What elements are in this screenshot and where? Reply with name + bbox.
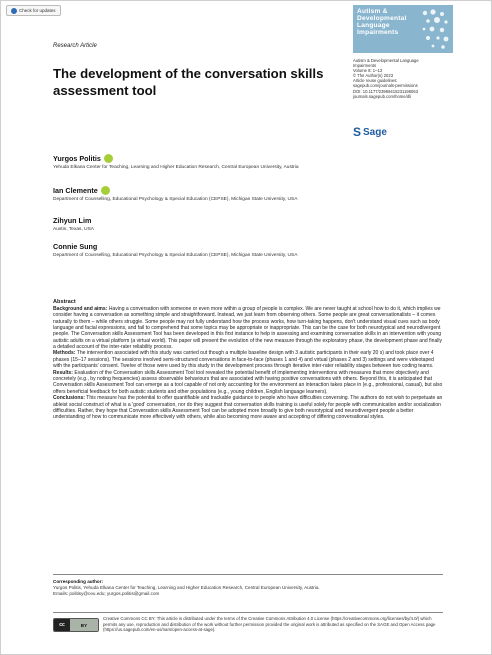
abstract-heading: Abstract: [53, 299, 76, 305]
publisher-logo: [353, 125, 387, 139]
author-name-text: Yurgos Politis: [53, 154, 101, 163]
check-for-updates-label: Check for updates: [19, 7, 56, 13]
author-name: [53, 242, 97, 251]
corresponding-author: [53, 579, 443, 596]
abstract-section: [53, 395, 443, 420]
author-affiliation: Department of Counselling, Educational Psychology & Special Education (CEPSE), Michigan State University, USA: [53, 197, 298, 202]
meta-line: Impairments: [353, 63, 377, 69]
orcid-icon[interactable]: [104, 154, 113, 163]
cc-icon: cc: [54, 619, 70, 631]
page-title: The development of the conversation skills assessment tool: [53, 66, 324, 98]
article-meta: [353, 58, 463, 99]
abstract-section-label: Results:: [53, 369, 73, 376]
abstract-section-text: This measure has the potential to offer quantifiable and trackable guidance to people who have difficulties conversing. The authors do not wish to perpetuate an ableist social construct of what is a 'good' conversation, nor do they suggest that conversation skills training is useful solely for people with communication and/or socialization difficulties. Rather, they hope that Conversation skills Assessment Tool can be adopted more broadly to give both neurotypical and neurodivergent people a better understanding of how to communicate more effectively with others, while also becoming more aware and accepting of differing conversational styles.: [53, 395, 443, 421]
abstract-section-label: Conclusions:: [53, 395, 85, 402]
orcid-icon[interactable]: [101, 186, 110, 195]
author-name: [53, 186, 110, 195]
journal-logo-line: Language: [357, 22, 390, 29]
meta-line: Autism & Developmental Language: [353, 58, 419, 63]
dots-pattern-icon: [419, 7, 451, 51]
journal-logo-line: Autism &: [357, 8, 388, 15]
abstract-section: [53, 350, 443, 369]
author-affiliation: Yehuda Elkana Center for Teaching, Learning and Higher Education Research, Central European University, Austria: [53, 165, 299, 170]
author-name-text: Connie Sung: [53, 242, 98, 251]
abstract-section-text: The intervention associated with this study was carried out though a multiple baseline design with 3 autistic participants in their early 20 s) and took place over 4 phases (15–17 sessions). The sessions involved semi-structured conversations in face-to-face (phases 1 and 4) and virtual (phases 2 and 3) settings and were videotaped with the participants' consent. Twelve of those were used by this study in the development process through iterative inter-rater reliability stages between two coding teams.: [53, 350, 434, 370]
author-affiliation: Department of Counselling, Educational Psychology & Special Education (CEPSE), Michigan State University, USA: [53, 253, 298, 258]
journal-logo-line: Impairments: [357, 29, 399, 36]
corresponding-heading: Corresponding author:: [53, 579, 104, 584]
author-name-text: Ian Clemente: [53, 186, 98, 195]
abstract: [53, 299, 443, 421]
meta-link[interactable]: Article reuse guidelines:: [353, 78, 398, 84]
author-affiliation: Austin, Texas, USA: [53, 227, 94, 232]
update-icon: [11, 8, 17, 14]
by-icon: BY: [70, 619, 98, 631]
author-name-text: Zihyun Lim: [53, 216, 92, 225]
corresponding-email[interactable]: Emails: politisy@ceu.edu; yurgos.politis@gmail.com: [53, 590, 160, 596]
meta-link[interactable]: sagepub.com/journals-permissions: [353, 83, 418, 89]
abstract-section-text: Evaluation of the Conversation skills Assessment Tool tool revealed the potential benefit of implementing interventions with measures that more objectively and concretely (e.g., by noting frequencies) assess observable behaviours that are associated with having positive conversations with others. Beyond this, it is anticipated that Conversation skills Assessment Tool can emerge as a tool capable of not only accounting for the environment an interaction takes place in (e.g., professional, casual), but also offers beneficial feedback for both autistic students and other populations (e.g., young children, English language learners).: [53, 369, 443, 395]
meta-line: © The Author(s) 2023: [353, 73, 394, 79]
abstract-section-label: Background and aims:: [53, 305, 108, 312]
abstract-section-label: Methods:: [53, 350, 76, 357]
journal-home-link[interactable]: journals.sagepub.com/home/dli: [353, 93, 411, 99]
journal-logo: [353, 5, 453, 53]
article-type: Research Article: [53, 43, 97, 49]
abstract-section: [53, 306, 443, 350]
sage-s-icon: S: [353, 125, 362, 139]
corresponding-line: Yurgos Politis, Yehuda Elkana Center for Teaching, Learning and Higher Education Research, Central European University, Austria.: [53, 584, 320, 590]
doi-link[interactable]: DOI: 10.1177/23969415231196063: [353, 88, 419, 94]
abstract-section: [53, 370, 443, 395]
journal-logo-line: Developmental: [357, 15, 407, 22]
license-text: Creative Commons CC BY: This article is distributed under the terms of the Creative Commons Attribution 4.0 License (https://creativecommons.org/licenses/by/4.0/) which permits any use, reproduction and distribution of the work without further permission provided the original work is attributed as specified on the SAGE and Open Access page (https://us.sagepub.com/en-us/nam/open-access-at-sage).: [103, 616, 436, 633]
author-name: [53, 154, 113, 163]
author-name: [53, 216, 91, 225]
meta-line: Volume 8: 1–13: [353, 68, 383, 74]
abstract-section-text: Having a conversation with someone or even more within a group of people is complex. We are never taught at school how to do it, which implies we consider having a conversation as something simple and straightforward. Instead, we just learn from observing others. Some people are great conversationalists – it comes naturally to them – while others struggle. Some people may not fully understand how the process works, how turn-taking happens, don't understand visual cues such as body language and facial expressions, and fail to comprehend that some topics may be appropriate or inappropriate. This can be the case for both neurotypical and neurodivergent people. The Conversation skills Assessment Tool has been developed in this first instance to help in assessing and examining conversation skills in an intervention with young autistic adults on a virtual platform (a virtual world). This paper will present the evolution of the new measure through the exploratory phase, the development phase and finally a detailed account of the inter-rater reliability process.: [53, 305, 443, 350]
publisher-name: Sage: [363, 126, 387, 138]
cc-by-badge[interactable]: [53, 618, 99, 632]
check-for-updates-button[interactable]: [6, 5, 61, 16]
divider: [53, 574, 443, 575]
divider: [53, 612, 443, 613]
